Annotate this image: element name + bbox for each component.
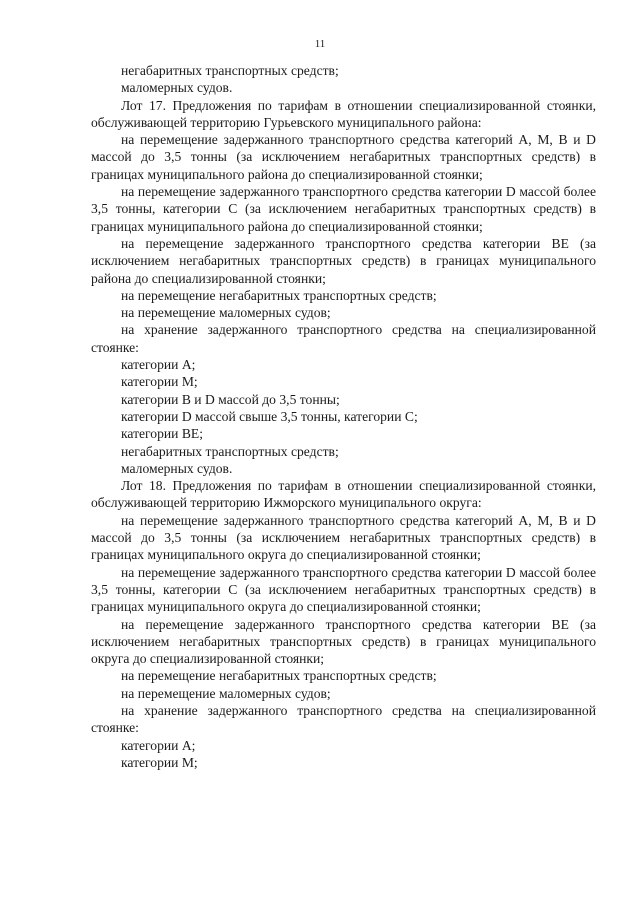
paragraph: Лот 18. Предложения по тарифам в отношении специализированной стоянки, обслуживающей территорию Ижморского муниципального округа: [91,478,596,511]
paragraph: на перемещение задержанного транспортного средства категории D массой более 3,5 тонны, категории С (за исключением негабаритных транспортных средств) в границах муниципального района до специализированной стоянки; [91,184,596,234]
paragraph: маломерных судов. [121,80,233,96]
paragraph: негабаритных транспортных средств; [121,63,339,78]
paragraph: категории А; [121,737,196,753]
paragraph: на перемещение задержанного транспортного средства категорий А, М, В и D массой до 3,5 тонны (за исключением негабаритных транспортных средств) в границах муниципального района до специализированной стоянки; [91,132,596,182]
paragraph: на перемещение маломерных судов; [121,305,331,321]
paragraph: маломерных судов. [121,460,233,476]
paragraph: категории М; [121,754,198,770]
paragraph: на перемещение маломерных судов; [121,685,331,701]
paragraph: на хранение задержанного транспортного средства на специализированной стоянке: [91,322,596,355]
page-number: 11 [314,38,326,50]
paragraph: категории ВЕ; [121,426,203,442]
paragraph: категории М; [121,374,198,390]
paragraph: Лот 17. Предложения по тарифам в отношении специализированной стоянки, обслуживающей территорию Гурьевского муниципального района: [91,97,596,130]
paragraph: категории А; [121,357,196,373]
paragraph: на перемещение негабаритных транспортных средств; [121,287,437,303]
paragraph: на перемещение задержанного транспортного средства категорий А, М, В и D массой до 3,5 тонны (за исключением негабаритных транспортных средств) в границах муниципального округа до специализированной стоянки; [91,512,596,563]
paragraph: на перемещение задержанного транспортного средства категории D массой более 3,5 тонны, категории С (за исключением негабаритных транспортных средств) в границах муниципального округа до специализированной стоянки; [91,564,596,615]
document-body [91,62,596,771]
paragraph: на хранение задержанного транспортного средства на специализированной стоянке: [91,702,596,736]
paragraph: категории D массой свыше 3,5 тонны, категории С; [121,408,418,424]
paragraph: на перемещение задержанного транспортного средства категории ВЕ (за исключением негабаритных транспортных средств) в границах муниципального округа до специализированной стоянки; [91,616,596,667]
paragraph: негабаритных транспортных средств; [121,443,339,459]
paragraph: категории В и D массой до 3,5 тонны; [121,391,340,407]
paragraph: на перемещение негабаритных транспортных средств; [121,668,437,684]
paragraph: на перемещение задержанного транспортного средства категории ВЕ (за исключением негабаритных транспортных средств) в границах муниципального района до специализированной стоянки; [91,235,596,286]
